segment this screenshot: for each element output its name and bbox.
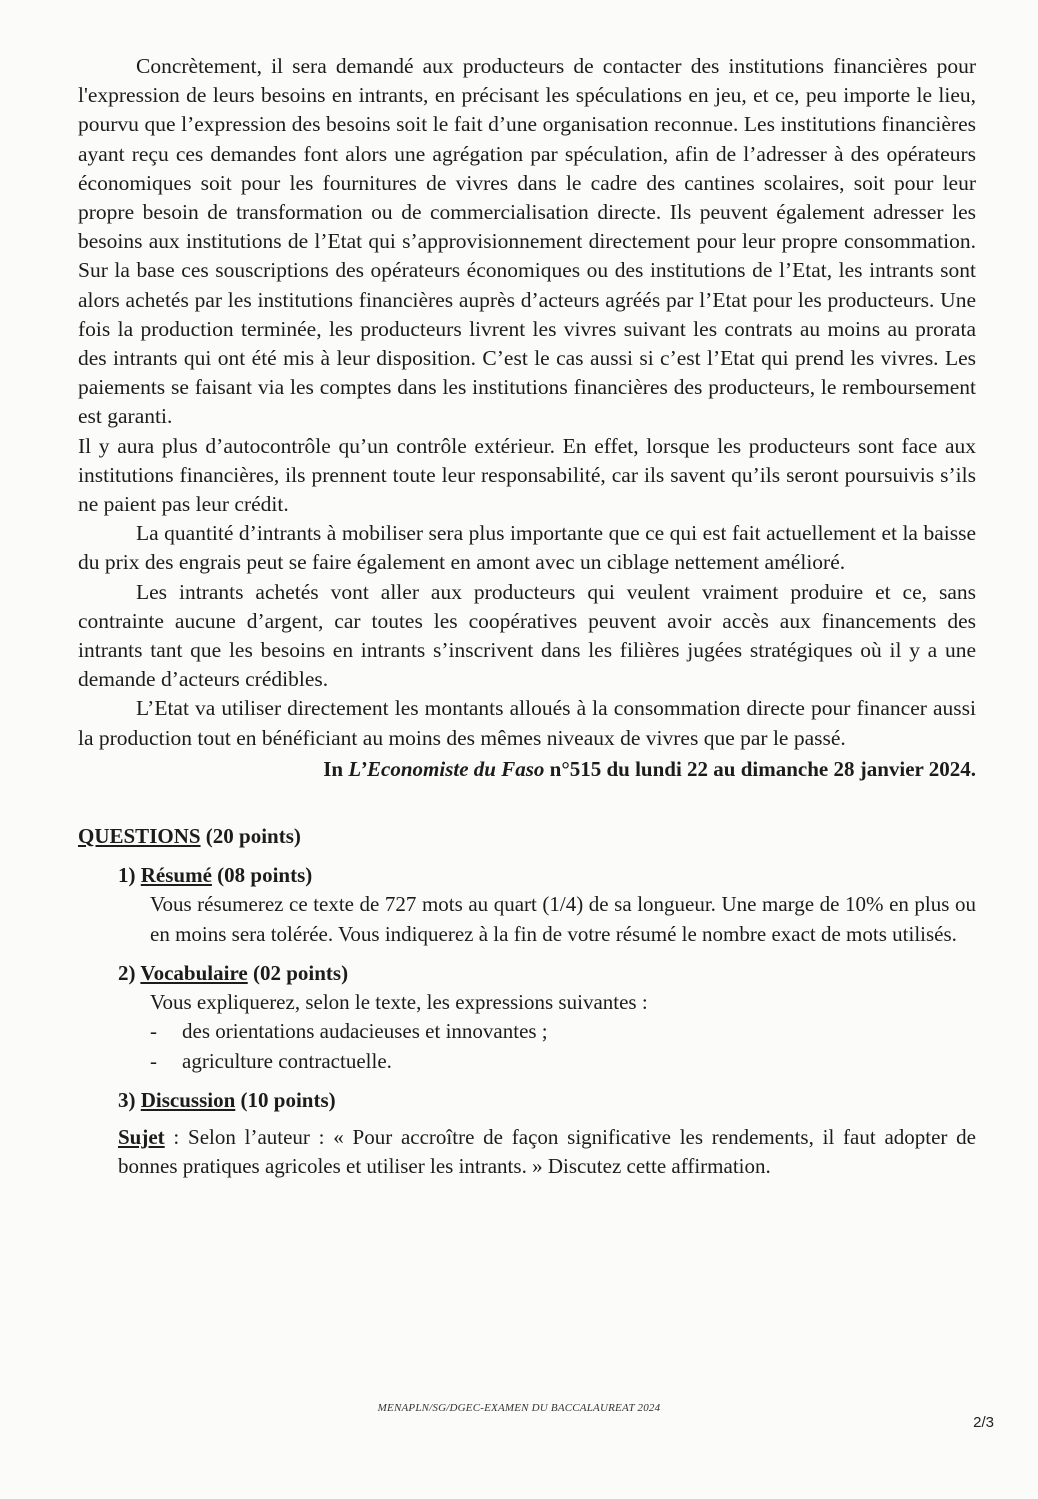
question-2-number: 2) xyxy=(118,960,141,985)
question-1-title: Résumé xyxy=(140,863,212,888)
list-item xyxy=(150,1047,976,1076)
paragraph-5: L’Etat va utiliser directement les montants alloués à la consommation directe pour financer aussi la production tout en bénéficiant au moins des mêmes niveaux de vivres que par le passé. xyxy=(78,696,976,750)
question-1-heading xyxy=(118,861,976,890)
questions-heading xyxy=(78,822,976,851)
question-2-heading xyxy=(118,959,976,988)
question-3-number: 3) xyxy=(118,1087,141,1112)
vocabulary-item-1: des orientations audacieuses et innovantes ; xyxy=(182,1019,548,1044)
paragraph-3: La quantité d’intrants à mobiliser sera plus importante que ce qui est fait actuellement et la baisse du prix des engrais peut se faire également en amont avec un ciblage nettement amélioré. xyxy=(78,521,976,575)
page-footer: MENAPLN/SG/DGEC-EXAMEN DU BACCALAUREAT 2024 xyxy=(377,1402,661,1414)
discussion-subject xyxy=(118,1123,976,1181)
question-1-text: Vous résumerez ce texte de 727 mots au quart (1/4) de sa longueur. Une marge de 10% en plus ou en moins sera tolérée. Vous indiquerez à la fin de votre résumé le nombre exact de mots utilisés. xyxy=(150,892,976,946)
question-2-points: (02 points) xyxy=(247,960,349,985)
questions-title: QUESTIONS xyxy=(78,824,201,849)
source-citation xyxy=(78,755,976,784)
paragraph-1: Concrètement, il sera demandé aux producteurs de contacter des institutions financières pour l'expression de leurs besoins en intrants, en précisant les spéculations en jeu, et ce, peu importe le lieu, pourvu que l’expression des besoins soit le fait d’une organisation reconnue. Les institutions financières ayant reçu ces demandes font alors une agrégation par spéculation, afin de l’adresser à des opérateurs économiques soit pour les fournitures de vivres dans le cadre des cantines scolaires, soit pour leur propre besoin de transformation ou de commercialisation directe. Ils peuvent également adresser les besoins aux institutions de l’Etat qui s’approvisionnement directement pour leur propre consommation. Sur la base ces souscriptions des opérateurs économiques ou des institutions de l’Etat, les intrants sont alors achetés par les institutions financières auprès d’acteurs agréés par l’Etat pour les producteurs. Une fois la production terminée, les producteurs livrent les vivres suivant les contrats au moins au prorata des intrants qui ont été mis à leur disposition. C’est le cas aussi si c’est l’Etat qui prend les vivres. Les paiements se faisant via les comptes dans les institutions financières des producteurs, le remboursement est garanti. xyxy=(78,54,976,429)
source-journal: L’Economiste du Faso xyxy=(348,756,545,781)
paragraph-2: Il y aura plus d’autocontrôle qu’un contrôle extérieur. En effet, lorsque les producteurs sont face aux institutions financières, ils prennent toute leur responsabilité, car ils savent qu’ils seront poursuivis s’ils ne paient pas leur crédit. xyxy=(78,433,976,517)
page-number: 2/3 xyxy=(973,1414,994,1431)
question-3-title: Discussion xyxy=(140,1087,236,1112)
question-3-points: (10 points) xyxy=(235,1087,336,1112)
questions-points: (20 points) xyxy=(200,824,301,849)
list-item xyxy=(150,1017,976,1046)
subject-text: : Selon l’auteur : « Pour accroître de façon significative les rendements, il faut adopter de bonnes pratiques agricoles et utiliser les intrants. » Discutez cette affirmation. xyxy=(118,1124,976,1179)
question-1-number: 1) xyxy=(118,863,141,888)
dash-bullet: - xyxy=(150,1019,157,1044)
dash-bullet: - xyxy=(150,1048,157,1073)
subject-label: Sujet xyxy=(118,1124,165,1149)
page-content xyxy=(78,52,976,1181)
paragraph-4: Les intrants achetés vont aller aux producteurs qui veulent vraiment produire et ce, sans contrainte aucune d’argent, car toutes les coopératives peuvent avoir accès aux financements des intrants tant que les besoins en intrants s’inscrivent dans les filières jugées stratégiques où il y a une demande d’acteurs crédibles. xyxy=(78,579,976,692)
vocabulary-item-2: agriculture contractuelle. xyxy=(182,1048,392,1073)
vocabulary-list xyxy=(150,1017,976,1075)
question-2-text: Vous expliquerez, selon le texte, les expressions suivantes : xyxy=(150,990,648,1015)
source-suffix: n°515 du lundi 22 au dimanche 28 janvier 2024. xyxy=(544,756,976,781)
source-prefix: In xyxy=(323,756,349,781)
question-3-heading xyxy=(118,1086,976,1115)
question-1-points: (08 points) xyxy=(211,863,313,888)
question-2-title: Vocabulaire xyxy=(140,960,248,985)
